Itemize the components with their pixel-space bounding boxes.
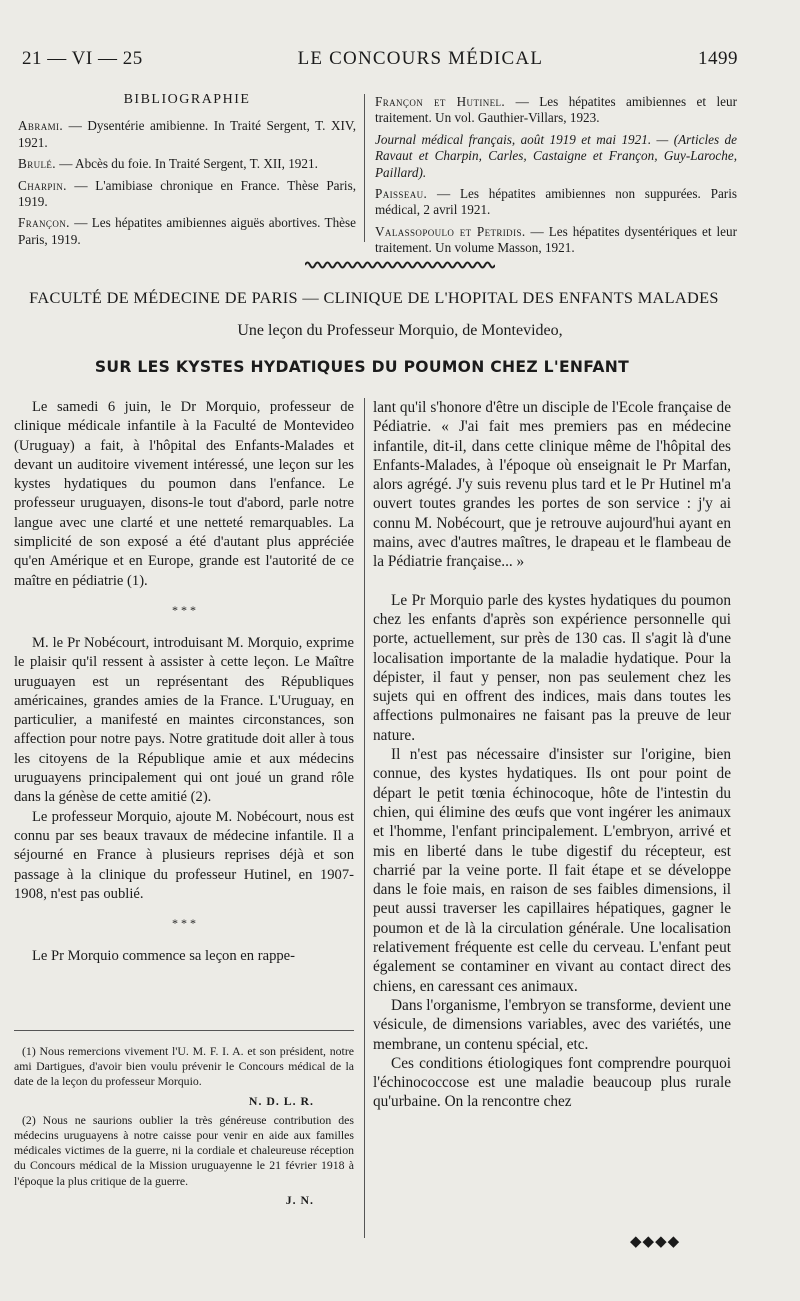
section-stars: * * * (172, 602, 196, 617)
bib-entry: Valassopoulo et Petridis. — Les hépatites dysentériques et leur traitement. Un volume Masson, 1921. (375, 223, 738, 256)
paragraph: Le Pr Morquio commence sa leçon en rappe- (32, 948, 295, 965)
paragraph: Ces conditions étiologiques font comprendre pourquoi l'échinococcose est une maladie beaucoup plus rurale qu'urbaine. On la rencontre chez (373, 1054, 731, 1111)
section-ornament (0, 260, 800, 272)
bib-entry: Journal médical français, août 1919 et mai 1921. — (Articles de Ravaut et Charpin, Carles, Castaigne et Françon, Guy-Laroche, Paillard). (375, 131, 737, 180)
bib-entry: Charpin. — L'amibiase chronique en France. Thèse Paris, 1919. (18, 177, 356, 210)
issue-date: 21 — VI — 25 (22, 48, 143, 69)
column-divider (364, 398, 365, 1238)
bibliography-title: BIBLIOGRAPHIE (123, 92, 251, 107)
page-number: 1499 (698, 48, 738, 69)
paragraph: M. le Pr Nobécourt, introduisant M. Morquio, exprime le plaisir qu'il ressent à assister à cette leçon. Le Maître uruguayen est un représentant des Républiques américaines, grandes amies de la France. L'Uruguay, en particulier, a manifesté en maintes circonstances, son affection pour notre pays. Notre gratitude doit aller à tous les citoyens de la République amie et aux médecins uruguayens principalement qui ont joué un grand rôle dans la génèse de cette amitié (2). (14, 634, 354, 806)
footnote-2-signature: J. N. (285, 1192, 314, 1207)
end-ornament: ◆◆◆◆ (630, 1234, 681, 1250)
bib-entry: Abrami. — Dysentérie amibienne. In Traité Sergent, T. XIV, 1921. (18, 118, 356, 150)
page-header (22, 48, 738, 70)
article-column-right (373, 398, 731, 1112)
paragraph: Il n'est pas nécessaire d'insister sur l'origine, bien connue, des kystes hydatiques. Ils ont pour point de départ le petit tœnia échinocoque, hôte de l'intestin du chien, qui élimine des œufs que vont ingérer les animaux et l'homme, l'enfant principalement. L'embryon, arrivé et mis en liberté dans le tube digestif du récepteur, est charrié par la veine porte. Il fait étape et se développe dans le foie mais, en raison de ses faibles dimensions, il peut aussi traverser les capillaires hépatiques, gagner le poumon et de là la circulation générale. Une localisation relativement fréquente est celle du cerveau. L'enfant peut également se contaminer en vivant au contact direct des chiens, en caressant ces animaux. (373, 746, 731, 995)
column-divider (364, 94, 365, 242)
article-column-left (14, 398, 354, 966)
bib-entry: Paisseau. — Les hépatites amibiennes non suppurées. Paris médical, 2 avril 1921. (375, 186, 737, 218)
bib-entry: Brulé. — Abcès du foie. In Traité Sergent, T. XII, 1921. (18, 156, 318, 172)
footnote-1-signature: N. D. L. R. (248, 1093, 314, 1108)
paragraph: lant qu'il s'honore d'être un disciple de l'Ecole française de Pédiatrie. « J'ai fait mes premiers pas en médecine infantile, dit-il, dans cette clinique même de l'hôpital des Enfants-Malades, à l'époque où enseignait le Pr Marfan, alors agrégé. J'y suis revenu plus tard et le Pr Hutinel m'a ouvert toutes grandes les portes de son service : j'y ai connu M. Nobécourt, que je retrouve aujourd'hui ayant en mains, avec d'autres maîtres, le drapeau et le flambeau de la Pédiatrie française... » (373, 399, 731, 571)
section-stars: * * * (172, 916, 196, 931)
bib-entry: Françon et Hutinel. — Les hépatites amibiennes et leur traitement. Un vol. Gauthier-Villars, 1923. (375, 94, 737, 126)
journal-title: LE CONCOURS MÉDICAL (297, 48, 544, 69)
paragraph: Le professeur Morquio, ajoute M. Nobécourt, nous est connu par ses beaux travaux de médecine infantile. Il a séjourné en France à plusieurs reprises déjà et son passage à la clinique du professeur Hutinel, en 1907-1908, n'est pas oublié. (14, 808, 354, 902)
footnote-1: (1) Nous remercions vivement l'U. M. F. I. A. et son président, notre ami Dartigues, d'avoir bien voulu prévenir le Concours médical de la date de la leçon du professeur Morquio. (14, 1044, 354, 1089)
paragraph: Le samedi 6 juin, le Dr Morquio, professeur de clinique médicale infantile à la Faculté de Montevideo (Uruguay) a fait, à l'hôpital des Enfants-Malades et devant un auditoire vivement intéressé, une leçon sur les kystes hydatiques du poumon dans l'enfance. Le professeur uruguayen, disons-le tout d'abord, parle notre langue avec une clarté et une netteté remarquables. La simplicité de son exposé a été d'autant plus appréciée qu'en Amérique et en Europe, grande est l'autorité de ce maître en pédiatrie (1). (14, 399, 354, 589)
footnote-2: (2) Nous ne saurions oublier la très généreuse contribution des médecins uruguayens à notre caisse pour venir en aide aux familles médicales victimes de la guerre, ni la cordiale et chaleureuse réception du Concours médical de la Mission uruguayenne le 21 février 1918 à l'époque la plus critique de la guerre. (14, 1112, 354, 1188)
paragraph: Dans l'organisme, l'embryon se transforme, devient une vésicule, de dimensions variables, avec des variétés, une membrane, un contenu spécial, etc. (373, 996, 731, 1053)
bibliography-left (18, 92, 356, 253)
wave-ornament-icon (305, 260, 495, 270)
faculty-heading: FACULTÉ DE MÉDECINE DE PARIS — CLINIQUE DE L'HOPITAL DES ENFANTS MALADES (29, 288, 719, 307)
bibliography-right (375, 94, 737, 262)
paragraph: Le Pr Morquio parle des kystes hydatiques du poumon chez les enfants d'après son expérience personnelle qui porte, actuellement, sur près de 130 cas. Il s'agit là d'une localisation importante de la maladie hydatique. Pour la dépister, il faut y penser, non pas seulement chez les sujets qui en offrent des indices, mais dans toutes les affections pulmonaires ne faisant pas la preuve de leur nature. (373, 591, 731, 744)
footnotes (14, 1044, 354, 1212)
footnote-rule (14, 1030, 354, 1031)
article-title: SUR LES KYSTES HYDATIQUES DU POUMON CHEZ L'ENFANT (94, 358, 630, 376)
bib-entry: Françon. — Les hépatites amibiennes aiguës abortives. Thèse Paris, 1919. (18, 215, 356, 247)
lecture-subheading: Une leçon du Professeur Morquio, de Montevideo, (237, 322, 563, 339)
